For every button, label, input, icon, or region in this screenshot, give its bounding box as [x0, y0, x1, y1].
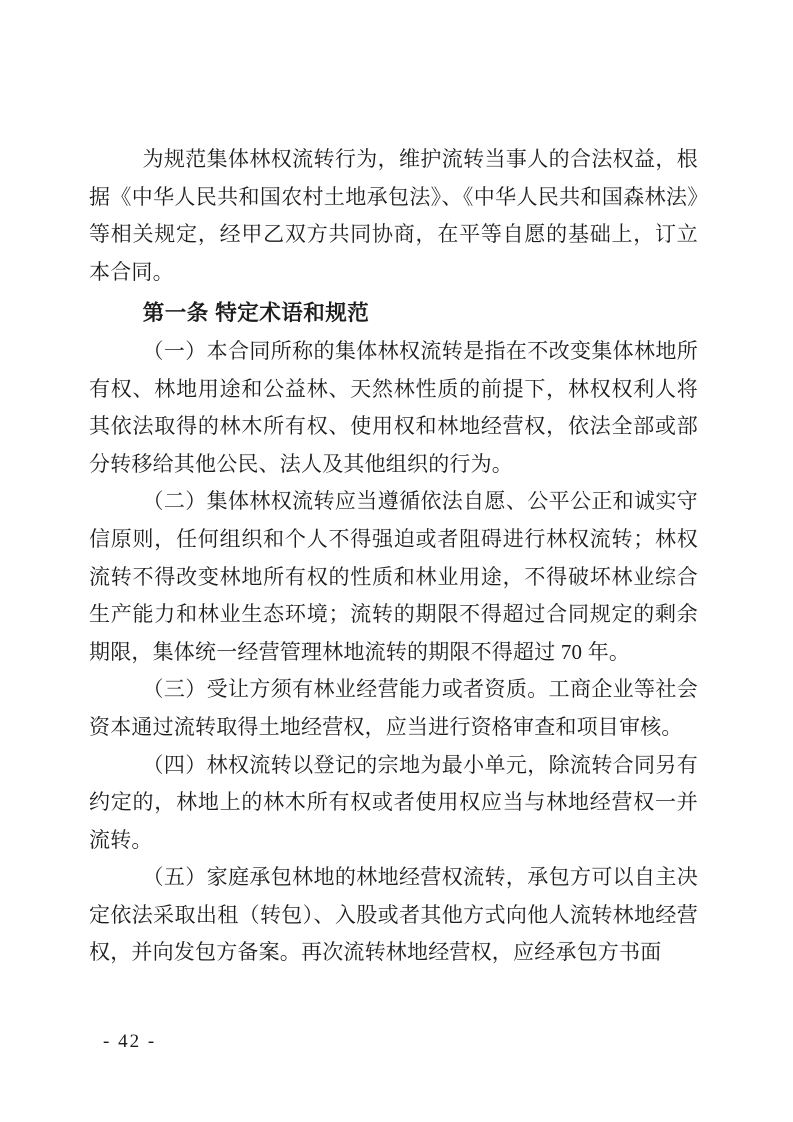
clause-3-paragraph: （三）受让方须有林业经营能力或者资质。工商企业等社会资本通过流转取得土地经营权，应当进行资格审查和项目审核。 — [89, 677, 698, 739]
article-1-heading: 第一条 特定术语和规范 — [142, 301, 370, 326]
page-number: - 42 - — [103, 1031, 157, 1052]
document-body — [89, 141, 698, 972]
clause-5-paragraph: （五）家庭承包林地的林地经营权流转，承包方可以自主决定依法采取出租（转包）、入股或者其他方式向他人流转林地经营权，并向发包方备案。再次流转林地经营权，应经承包方书面 — [89, 865, 698, 965]
clause-1-paragraph: （一）本合同所称的集体林权流转是指在不改变集体林地所有权、林地用途和公益林、天然林性质的前提下，林权权利人将其依法取得的林木所有权、使用权和林地经营权，依法全部或部分转移给其他公民、法人及其他组织的行为。 — [89, 338, 698, 476]
intro-paragraph: 为规范集体林权流转行为，维护流转当事人的合法权益，根据《中华人民共和国农村土地承包法》、《中华人民共和国森林法》等相关规定，经甲乙双方共同协商，在平等自愿的基础上，订立本合同。 — [89, 147, 698, 284]
clause-4-paragraph: （四）林权流转以登记的宗地为最小单元，除流转合同另有约定的，林地上的林木所有权或者使用权应当与林地经营权一并流转。 — [89, 752, 698, 852]
clause-2-paragraph: （二）集体林权流转应当遵循依法自愿、公平公正和诚实守信原则，任何组织和个人不得强迫或者阻碍进行林权流转；林权流转不得改变林地所有权的性质和林业用途，不得破坏林业综合生产能力和林业生态环境；流转的期限不得超过合同规定的剩余期限，集体统一经营管理林地流转的期限不得超过 70 年。 — [89, 489, 698, 664]
